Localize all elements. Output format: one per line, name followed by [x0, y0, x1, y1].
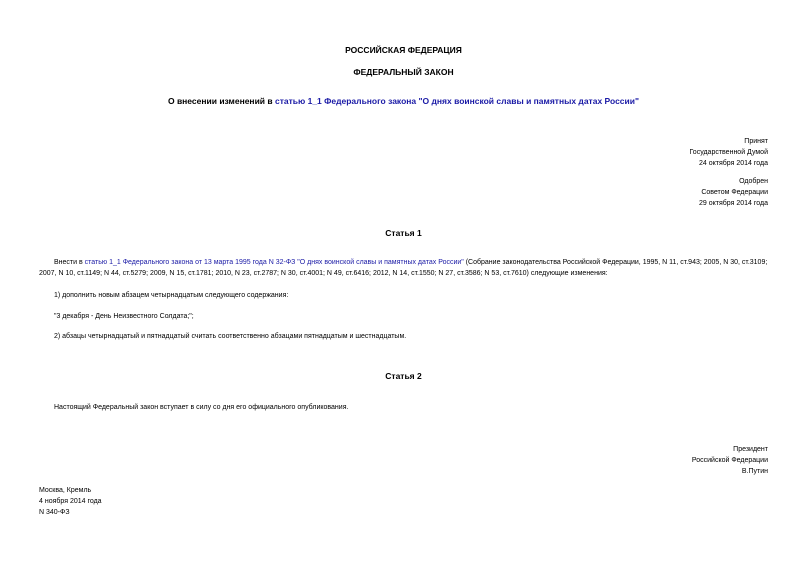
council-name: Советом Федерации: [701, 189, 768, 196]
article2-heading: Статья 2: [385, 371, 422, 381]
duma-adopted-label: Принят: [744, 138, 768, 145]
signature-block: [692, 444, 768, 477]
article1-quote: "3 декабря - День Неизвестного Солдата;";: [54, 313, 194, 320]
law-number: N 340-ФЗ: [39, 509, 70, 516]
article1-intro-prefix: Внести в: [54, 259, 85, 266]
article1-intro: [39, 257, 768, 279]
signer-position-line2: Российской Федерации: [691, 457, 768, 464]
article1-intro-link[interactable]: статью 1_1 Федерального закона от 13 марта 1995 года N 32-ФЗ "О днях воинской славы и памятных датах России": [84, 259, 464, 266]
duma-date: 24 октября 2014 года: [699, 160, 768, 167]
article1-item1: 1) дополнить новым абзацем четырнадцатым следующего содержания:: [54, 292, 289, 299]
council-date: 29 октября 2014 года: [699, 200, 768, 207]
duma-name: Государственной Думой: [689, 149, 768, 156]
council-approval-block: [699, 176, 768, 209]
duma-adoption-block: [689, 136, 768, 169]
law-title-prefix: О внесении изменений в: [167, 96, 275, 106]
doc-type-heading: ФЕДЕРАЛЬНЫЙ ЗАКОН: [353, 67, 454, 77]
place-date-block: [39, 485, 102, 518]
article1-intro-suffix: (Собрание законодательства Российской Федерации, 1995, N 11, ст.943; 2005, N 30, ст.3109; 2007, N 10, ст.1149; N 44, ст.5279; 2009, N 15, ст.1781; 2010, N 23, ст.2787; N 30, ст.4001; N 49, ст.6416; 2012, N 14, ст.1550; N 27, ст.3586; N 53, ст.7610) следующие изменения:: [39, 259, 768, 277]
article1-heading: Статья 1: [385, 228, 422, 238]
law-title-link[interactable]: статью 1_1 Федерального закона "О днях воинской славы и памятных датах России": [274, 96, 640, 106]
article2-text: Настоящий Федеральный закон вступает в силу со дня его официального опубликования.: [54, 404, 349, 411]
council-approved-label: Одобрен: [739, 178, 768, 185]
place-city: Москва, Кремль: [39, 487, 92, 494]
law-title: [0, 96, 807, 107]
place-date: 4 ноября 2014 года: [39, 498, 102, 505]
country-heading: РОССИЙСКАЯ ФЕДЕРАЦИЯ: [345, 45, 462, 55]
article1-item2: 2) абзацы четырнадцатый и пятнадцатый считать соответственно абзацами пятнадцатым и шестнадцатым.: [54, 333, 407, 340]
signer-position-line1: Президент: [733, 446, 768, 453]
signer-name: В.Путин: [741, 468, 768, 475]
